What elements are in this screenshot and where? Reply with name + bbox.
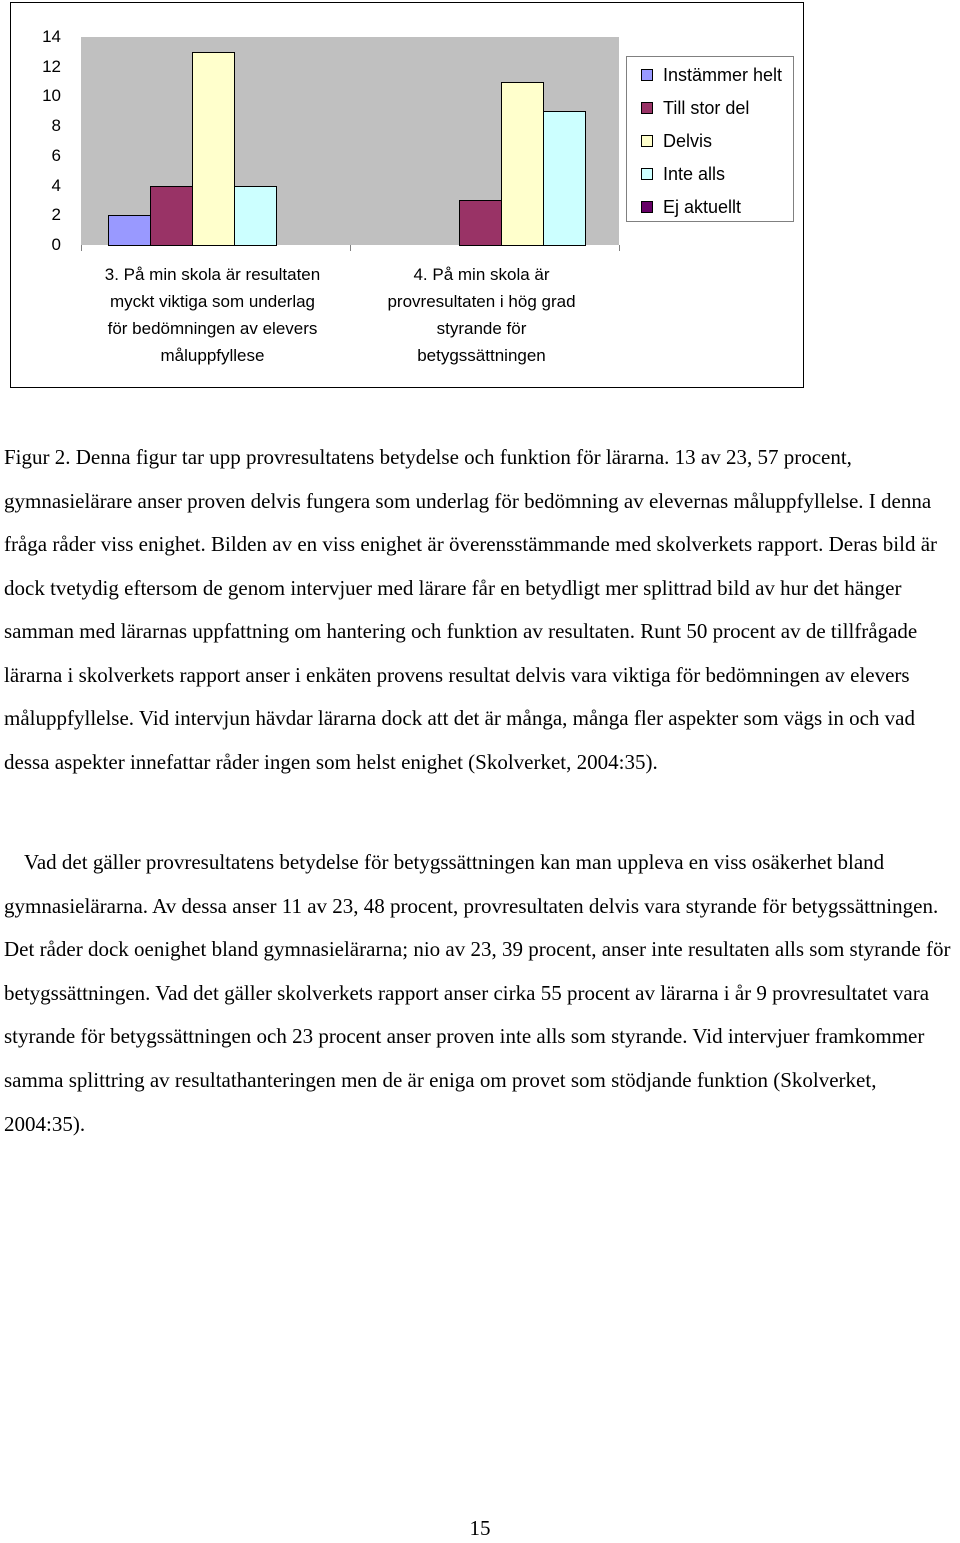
page-number: 15 — [469, 1516, 491, 1540]
legend-swatch — [641, 102, 653, 114]
x-category-line: styrande för — [436, 319, 527, 338]
figure-caption-inline: Figur 2. Denna figur tar upp provresultatens betydelse och funktion för lärarna. — [4, 445, 670, 469]
legend-label: Inte alls — [663, 164, 726, 184]
legend-item — [627, 96, 793, 120]
legend-item — [627, 162, 793, 186]
y-tick-label: 14 — [42, 27, 61, 46]
bar-till-stor-del-cat-2 — [459, 200, 502, 246]
bar-delvis-cat-2 — [501, 82, 544, 246]
paragraph-2: Vad det gäller provresultatens betydelse för betygssättningen kan man uppleva en viss osäkerhet bland gymnasielärarna. Av dessa anser 11 av 23, 48 procent, provresultaten delvis vara styrande för betygssättningen. Det råder dock oenighet bland gymnasielärarna; nio av 23, 39 procent, anser inte resultaten alls som styrande för betygssättningen. Vad det gäller skolverkets rapport anser cirka 55 procent av lärarna i år 9 provresultatet vara styrande för betygssättningen och 23 procent anser proven inte alls som styrande. Vid intervjuer framkommer samma splittring av resultathanteringen men de är eniga om provet som stödjande funktion (Skolverket, 2004:35). — [4, 850, 951, 1136]
legend-label: Delvis — [663, 131, 713, 151]
legend-swatch — [641, 135, 653, 147]
x-tick-mark — [350, 245, 351, 251]
plot-area — [81, 37, 619, 245]
legend-item — [627, 63, 793, 87]
legend-swatch — [641, 168, 653, 180]
chart — [10, 2, 804, 388]
bar-inte-alls-cat-2 — [543, 111, 586, 246]
paragraph-1-text: 13 av 23, 57 procent, gymnasielärare anser proven delvis fungera som underlag för bedömning av elevernas måluppfyllelse. I denna fråga råder viss enighet. Bilden av en viss enighet är överensstämmande med skolverkets rapport. Deras bild är dock tvetydig eftersom de genom intervjuer med lärare får en betydligt mer splittrad bild av hur det hänger samman med lärarnas uppfattning om hantering och funktion av resultaten. Runt 50 procent av de tillfrågade lärarna i skolverkets rapport anser i enkäten provens resultat delvis vara viktiga för bedömningen av elevers måluppfyllelse. Vid intervjun hävdar lärarna dock att det är många, många fler aspekter som vägs in och vad dessa aspekter innefattar råder ingen som helst enighet (Skolverket, 2004:35). — [4, 445, 938, 774]
x-category-label — [342, 261, 622, 369]
x-category-line: 3. På min skola är resultaten — [104, 265, 321, 284]
legend-swatch — [641, 69, 653, 81]
y-tick-label: 12 — [42, 56, 61, 76]
chart-legend — [626, 56, 794, 222]
y-tick-label: 6 — [51, 145, 61, 165]
legend-label: Till stor del — [663, 98, 750, 118]
bar-instämmer-helt-cat-1 — [108, 215, 151, 246]
x-category-line: myckt viktiga som underlag — [109, 292, 316, 311]
x-tick-mark — [619, 245, 620, 251]
legend-label: Instämmer helt — [663, 65, 783, 85]
x-category-line: måluppfyllese — [160, 346, 265, 365]
x-tick-mark — [81, 245, 82, 251]
paragraph-1 — [4, 436, 959, 784]
bar-inte-alls-cat-1 — [234, 186, 277, 246]
x-category-label — [73, 261, 353, 369]
y-tick-label: 4 — [51, 175, 61, 195]
legend-item — [627, 195, 793, 219]
y-tick-label: 0 — [51, 235, 61, 254]
bar-till-stor-del-cat-1 — [150, 186, 193, 246]
y-tick-label: 2 — [51, 205, 61, 225]
y-tick-label: 8 — [51, 116, 61, 136]
legend-item — [627, 129, 793, 153]
legend-label: Ej aktuellt — [663, 197, 742, 217]
bar-delvis-cat-1 — [192, 52, 235, 246]
x-category-line: provresultaten i hög grad — [387, 292, 576, 311]
x-category-line: för bedömningen av elevers — [107, 319, 318, 338]
x-category-line: betygssättningen — [417, 346, 546, 365]
x-category-line: 4. På min skola är — [413, 265, 550, 284]
legend-swatch — [641, 201, 653, 213]
y-tick-label: 10 — [42, 86, 61, 106]
